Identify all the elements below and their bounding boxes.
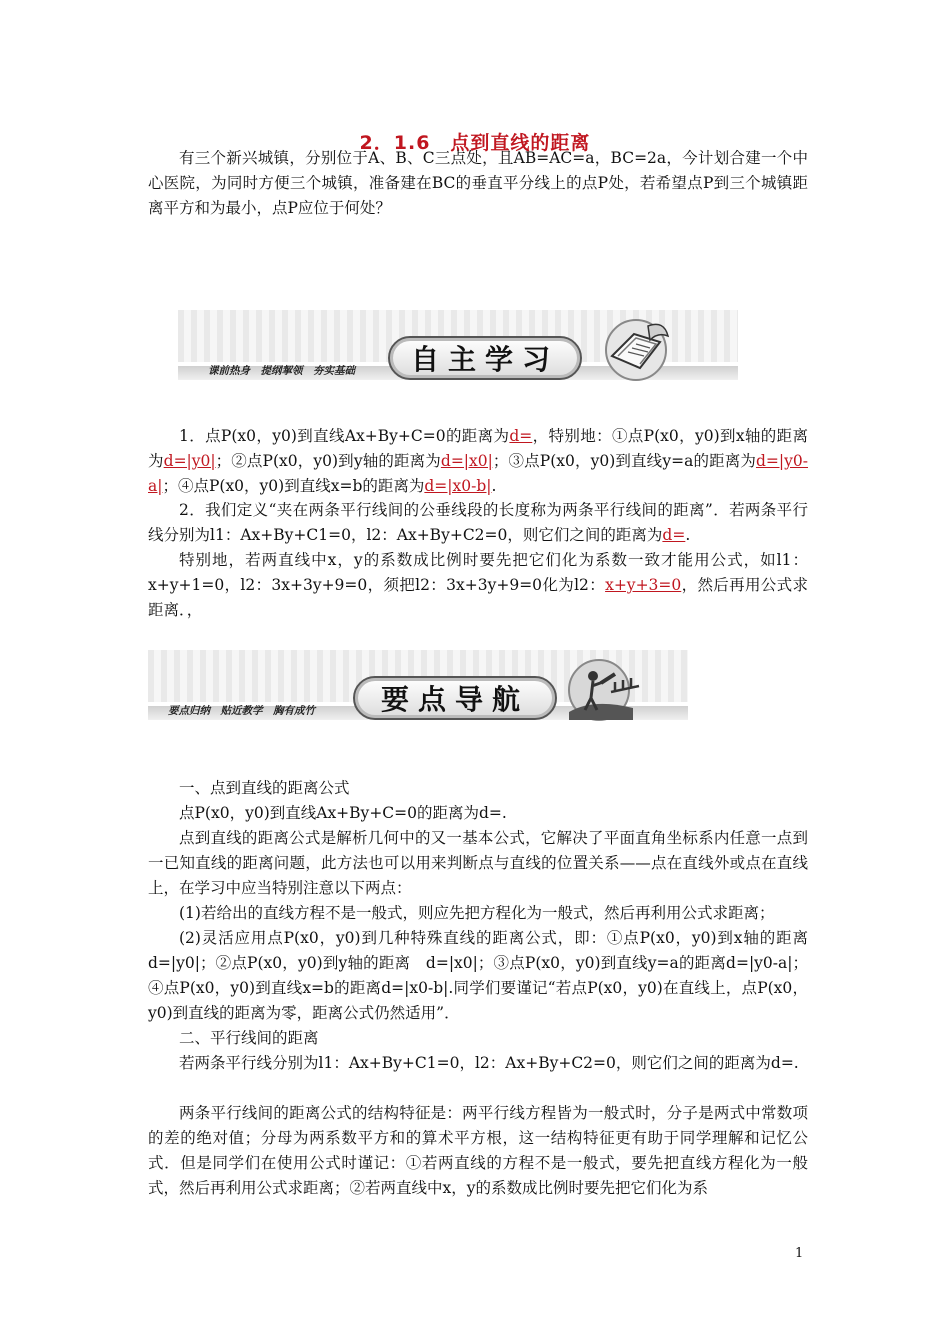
study-item-3	[148, 548, 808, 623]
answer-blank: d=	[662, 526, 686, 544]
study-item-1-text: 1．点P(x0，y0)到直线Ax+By+C=0的距离为	[179, 427, 510, 445]
study-item-1-text: ；③点P(x0，y0)到直线y=a的距离为	[492, 452, 756, 470]
guide-paragraph: 点到直线的距离公式是解析几何中的又一基本公式，它解决了平面直角坐标系内任意一点到一已知直线的距离问题，此方法也可以用来判断点与直线的位置关系——点在直线外或点在直线上，在学习中应当特别注意以下两点：	[148, 829, 808, 897]
study-item-2	[148, 498, 808, 548]
heading-parallel-line-distance: 二、平行线间的距离	[179, 1029, 319, 1047]
banner-title-plate	[353, 676, 557, 720]
answer-blank: d=|x0|	[440, 452, 493, 470]
guide-formula-2: 若两条平行线分别为l1：Ax+By+C1=0，l2：Ax+By+C2=0，则它们之间的距离为d=.	[179, 1054, 799, 1072]
page-number: 1	[795, 1246, 804, 1261]
study-item-3-text: 特别地，若两直线中x，y的系数成比例时要先把它们化为系数一致才能用公式，如l1：x+y+1=0，l2：3x+3y+9=0，须把l2：3x+3y+9=0化为l2：	[148, 551, 808, 594]
study-item-2-text: 2．我们定义“夹在两条平行线间的公垂线段的长度称为两条平行线间的距离”．若两条平行线分别为l1：Ax+By+C1=0，l2：Ax+By+C2=0，则它们之间的距离为	[148, 501, 808, 544]
answer-blank: d=|x0-b|	[424, 477, 492, 495]
banner-slogan: 要点归纳 贴近教学 胸有成竹	[168, 705, 315, 717]
guide-note-2: (2)灵活应用点P(x0，y0)到几种特殊直线的距离公式，即：①点P(x0，y0)到x轴的距离d=|y0|；②点P(x0，y0)到y轴的距离 d=|x0|；③点P(x0，y0)到直线y=a的距离d=|y0-a|；④点P(x0，y0)到直线x=b的距离d=|x0-b|.同学们要谨记“若点P(x0，y0)在直线上，点P(x0，y0)到直线的距离为零，距离公式仍然适用”．	[148, 929, 808, 1022]
study-item-2-text: .	[685, 526, 691, 544]
answer-blank: d=|y0|	[163, 452, 216, 470]
book-scroll-icon	[598, 312, 678, 382]
answer-blank: x+y+3=0	[605, 576, 682, 594]
study-item-1-text: ；②点P(x0，y0)到y轴的距离为	[215, 452, 441, 470]
banner-title-plate	[388, 336, 582, 380]
intro-problem: 有三个新兴城镇，分别位于A、B、C三点处，且AB=AC=a，BC=2a，今计划合建一个中心医院，为同时方便三个城镇，准备建在BC的垂直平分线上的点P处，若希望点P到三个城镇距离平方和为最小，点P应位于何处？	[148, 149, 808, 217]
section-banner-key-points	[148, 650, 688, 730]
page-title: 2．1.6 点到直线的距离	[359, 132, 591, 154]
study-item-3-text: ，然后再用公式求距离．，	[148, 576, 808, 619]
study-item-1	[148, 424, 808, 499]
answer-blank: d=|y0-a|	[148, 452, 808, 495]
answer-blank: d=	[509, 427, 533, 445]
banner-title: 要点导航	[380, 683, 529, 716]
guide-formula-1: 点P(x0，y0)到直线Ax+By+C=0的距离为d=.	[179, 804, 507, 822]
study-item-1-text: .	[491, 477, 497, 495]
heading-point-line-distance: 一、点到直线的距离公式	[179, 779, 350, 797]
study-item-1-text: ，特别地：①点P(x0，y0)到x轴的距离为	[148, 427, 808, 470]
banner-slogan: 课前热身 提纲挈领 夯实基础	[208, 365, 355, 377]
explorer-telescope-icon	[563, 652, 643, 722]
banner-title: 自主学习	[410, 343, 559, 376]
study-item-1-text: ；④点P(x0，y0)到直线x=b的距离为	[162, 477, 425, 495]
guide-note-1: (1)若给出的直线方程不是一般式，则应先把方程化为一般式，然后再利用公式求距离；	[179, 904, 775, 922]
guide-paragraph: 两条平行线间的距离公式的结构特征是：两平行线方程皆为一般式时，分子是两式中常数项的差的绝对值；分母为两系数平方和的算术平方根，这一结构特征更有助于同学理解和记忆公式．但是同学们在使用公式时谨记：①若两直线的方程不是一般式，要先把直线方程化为一般式，然后再利用公式求距离；②若两直线中x，y的系数成比例时要先把它们化为系	[148, 1104, 808, 1197]
section-banner-self-study	[178, 310, 738, 390]
